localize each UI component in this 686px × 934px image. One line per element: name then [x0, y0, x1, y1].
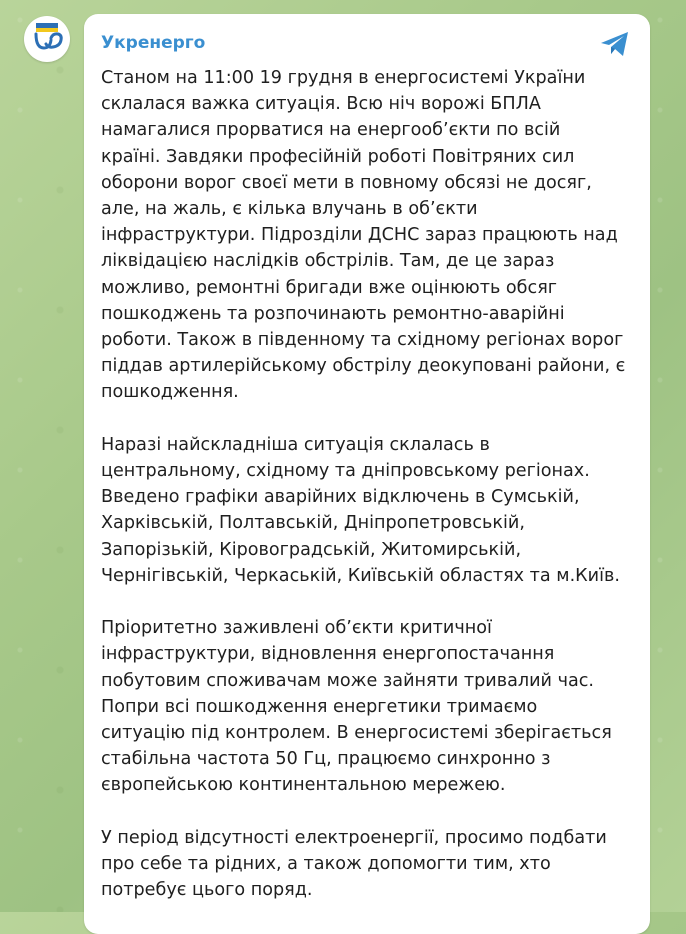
ukrenergo-logo-icon	[24, 16, 70, 62]
channel-avatar[interactable]	[24, 16, 70, 62]
telegram-share-icon	[600, 31, 630, 57]
post-paragraph-1: Станом на 11:00 19 грудня в енергосистемі України склалася важка ситуація. Всю ніч ворожі БПЛА намагалися прорватися на енергооб’єкти по всій країні. Завдяки професійній роботі Повітряних сил оборони ворог своєї мети в повному обсязі не досяг, але, на жаль, є кілька влучань в об’єкти інфраструктури. Підрозділи ДСНС зараз працюють над ліквідацією наслідків обстрілів. Там, де це зараз можливо, ремонтні бригади вже оцінюють обсяг пошкоджень та розпочинають ремонтно-аварійні роботи. Також в південному та східному регіонах ворог піддав артилерійському обстрілу деокуповані райони, є пошкодження.	[101, 68, 626, 403]
channel-post	[84, 14, 650, 934]
post-paragraph-4: У період відсутності електроенергії, просимо подбати про себе та рідних, а також допомогти тим, хто потребує цього поряд.	[101, 827, 607, 901]
share-button[interactable]	[598, 30, 632, 58]
post-paragraph-3: Пріоритетно заживлені об’єкти критичної інфраструктури, відновлення енергопостачання побутовим споживачам може зайняти тривалий час. Попри всі пошкодження енергетики тримаємо ситуацію під контролем. В енергосистемі зберігається стабільна частота 50 Гц, працюємо синхронно з європейською континентальною мережею.	[101, 618, 612, 796]
post-paragraph-2: Наразі найскладніша ситуація склалась в центральному, східному та дніпровському регіонах. Введено графіки аварійних відключень в Сумській, Харківській, Полтавській, Дніпропетровській, Запорізькій, Кіровоградській, Житомирській, Чернігівській, Черкаській, Київській областях та м.Київ.	[101, 434, 620, 586]
channel-name[interactable]: Укренерго	[101, 33, 206, 53]
post-text	[101, 65, 641, 930]
